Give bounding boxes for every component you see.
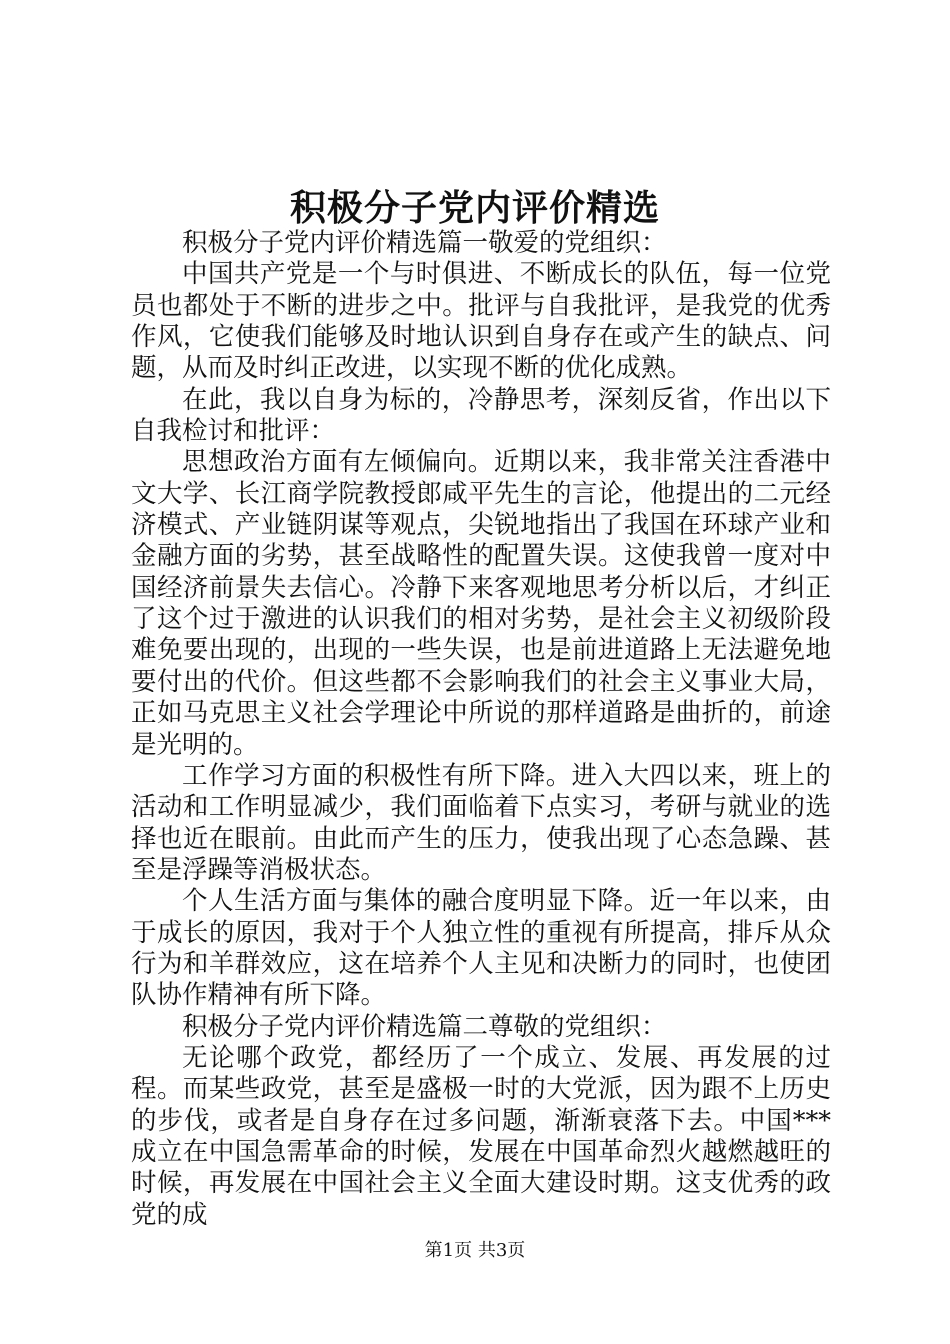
paragraph-6: 个人生活方面与集体的融合度明显下降。近一年以来，由于成长的原因，我对于个人独立性的重视有所提高，排斥从众行为和羊群效应，这在培养个人主见和决断力的同时，也使团队协作精神有所下降。 bbox=[131, 886, 831, 1011]
page-footer: 第1页 共3页 bbox=[424, 1240, 526, 1261]
document-body bbox=[131, 228, 831, 1231]
paragraph-5: 工作学习方面的积极性有所下降。进入大四以来，班上的活动和工作明显减少，我们面临着下点实习，考研与就业的选择也近在眼前。由此而产生的压力，使我出现了心态急躁、甚至是浮躁等消极状态。 bbox=[131, 760, 831, 885]
paragraph-8: 无论哪个政党，都经历了一个成立、发展、再发展的过程。而某些政党，甚至是盛极一时的大党派，因为跟不上历史的步伐，或者是自身存在过多问题，渐渐衰落下去。中国***成立在中国急需革命的时候，发展在中国革命烈火越燃越旺的时候，再发展在中国社会主义全面大建设时期。这支优秀的政党的成 bbox=[131, 1042, 831, 1230]
document-title: 积极分子党内评价精选 bbox=[289, 187, 660, 229]
paragraph-3: 在此，我以自身为标的，冷静思考，深刻反省，作出以下自我检讨和批评： bbox=[131, 384, 831, 447]
paragraph-4: 思想政治方面有左倾偏向。近期以来，我非常关注香港中文大学、长江商学院教授郎咸平先生的言论，他提出的二元经济模式、产业链阴谋等观点，尖锐地指出了我国在环球产业和金融方面的劣势，甚至战略性的配置失误。这使我曾一度对中国经济前景失去信心。冷静下来客观地思考分析以后，才纠正了这个过于激进的认识我们的相对劣势，是社会主义初级阶段难免要出现的，出现的一些失误，也是前进道路上无法避免地要付出的代价。但这些都不会影响我们的社会主义事业大局，正如马克思主义社会学理论中所说的那样道路是曲折的，前途是光明的。 bbox=[131, 447, 831, 760]
paragraph-1: 积极分子党内评价精选篇一敬爱的党组织： bbox=[182, 228, 667, 258]
paragraph-7: 积极分子党内评价精选篇二尊敬的党组织： bbox=[182, 1011, 667, 1042]
paragraph-2: 中国共产党是一个与时俱进、不断成长的队伍，每一位党员也都处于不断的进步之中。批评与自我批评，是我党的优秀作风，它使我们能够及时地认识到自身存在或产生的缺点、问题，从而及时纠正改进，以实现不断的优化成熟。 bbox=[131, 259, 831, 384]
